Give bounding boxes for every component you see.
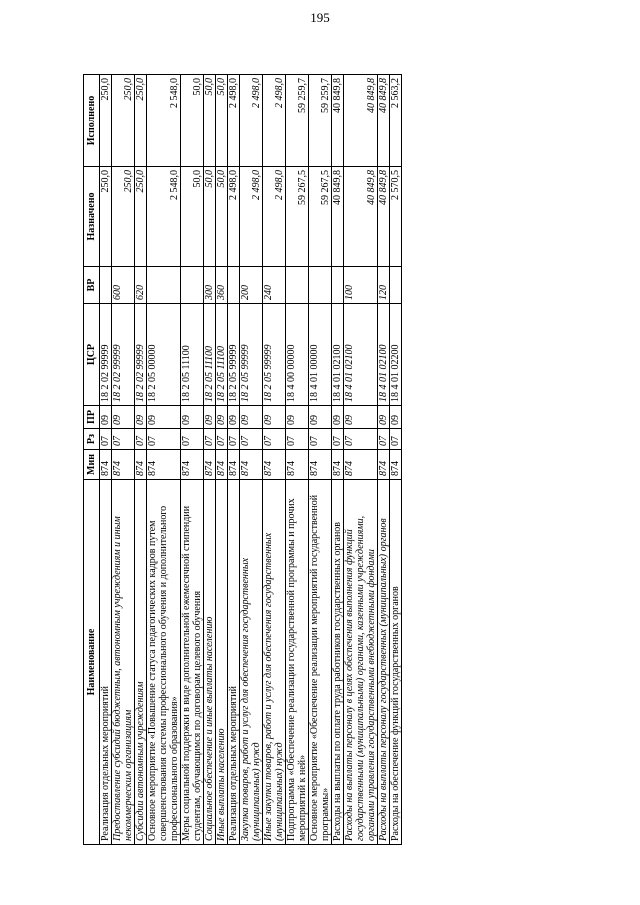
- cell-pr: 09: [181, 406, 204, 429]
- cell-name: Расходы на выплаты по оплате труда работников государственных органов: [332, 480, 344, 845]
- cell-executed: 2 498,0: [228, 75, 240, 167]
- cell-min: 874: [135, 450, 147, 480]
- cell-executed: 40 849,8: [332, 75, 344, 167]
- cell-assigned: 2 498,0: [263, 167, 286, 267]
- cell-vr: 360: [216, 267, 228, 304]
- budget-table: [83, 74, 402, 845]
- cell-name: Расходы на обеспечение функций государственных органов: [390, 480, 402, 845]
- cell-min: 874: [204, 450, 216, 480]
- cell-executed: 40 849,8: [344, 75, 378, 167]
- cell-executed: 50,0: [216, 75, 228, 167]
- cell-pr: 09: [100, 406, 112, 429]
- cell-vr: 600: [112, 267, 135, 304]
- table-row: [263, 75, 286, 845]
- cell-name: Расходы на выплаты персоналу в целях обеспечения выполнения функций государственными (муниципальными) органами, казенными учреждениями, органами управления государственными внебюджетными фондами: [344, 480, 378, 845]
- cell-pr: 09: [286, 406, 309, 429]
- cell-rz: 07: [344, 429, 378, 450]
- cell-executed: 250,0: [112, 75, 135, 167]
- header-assigned: Назначено: [84, 167, 100, 267]
- cell-pr: 09: [344, 406, 378, 429]
- table-row: [204, 75, 216, 845]
- cell-csr: 18 2 05 99999: [263, 304, 286, 406]
- cell-rz: 07: [181, 429, 204, 450]
- cell-min: 874: [286, 450, 309, 480]
- cell-csr: 18 4 01 02100: [332, 304, 344, 406]
- table-row: [228, 75, 240, 845]
- cell-vr: 240: [263, 267, 286, 304]
- cell-vr: [147, 267, 181, 304]
- cell-assigned: 40 849,8: [332, 167, 344, 267]
- cell-executed: 2 498,0: [263, 75, 286, 167]
- cell-vr: 200: [240, 267, 263, 304]
- table-row: [286, 75, 309, 845]
- cell-rz: 07: [100, 429, 112, 450]
- header-min: Мин: [84, 450, 100, 480]
- table-row: [240, 75, 263, 845]
- cell-csr: 18 4 01 02200: [390, 304, 402, 406]
- cell-rz: 07: [216, 429, 228, 450]
- cell-pr: 09: [204, 406, 216, 429]
- cell-csr: 18 2 05 99999: [228, 304, 240, 406]
- cell-name: Социальное обеспечение и иные выплаты населению: [204, 480, 216, 845]
- cell-min: 874: [263, 450, 286, 480]
- cell-csr: 18 4 00 00000: [286, 304, 309, 406]
- cell-assigned: 2 498,0: [240, 167, 263, 267]
- cell-rz: 07: [228, 429, 240, 450]
- cell-min: 874: [216, 450, 228, 480]
- cell-csr: 18 2 05 11100: [204, 304, 216, 406]
- cell-rz: 07: [263, 429, 286, 450]
- cell-vr: [181, 267, 204, 304]
- cell-rz: 07: [240, 429, 263, 450]
- cell-rz: 07: [390, 429, 402, 450]
- cell-csr: 18 2 05 00000: [147, 304, 181, 406]
- cell-min: 874: [309, 450, 332, 480]
- cell-pr: 09: [309, 406, 332, 429]
- cell-rz: 07: [135, 429, 147, 450]
- cell-name: Предоставление субсидий бюджетным, автономным учреждениям и иным некоммерческим организациям: [112, 480, 135, 845]
- cell-executed: 2 498,0: [240, 75, 263, 167]
- page-number: 195: [310, 10, 330, 25]
- cell-min: 874: [332, 450, 344, 480]
- cell-pr: 09: [135, 406, 147, 429]
- table-row: [216, 75, 228, 845]
- cell-name: Реализация отдельных мероприятий: [100, 480, 112, 845]
- table-row: [112, 75, 135, 845]
- cell-vr: 120: [378, 267, 390, 304]
- cell-vr: [309, 267, 332, 304]
- cell-assigned: 50,0: [216, 167, 228, 267]
- header-executed: Исполнено: [84, 75, 100, 167]
- cell-rz: 07: [204, 429, 216, 450]
- cell-pr: 09: [147, 406, 181, 429]
- table-row: [100, 75, 112, 845]
- table-row: [135, 75, 147, 845]
- cell-assigned: 50,0: [181, 167, 204, 267]
- cell-rz: 07: [332, 429, 344, 450]
- cell-name: Субсидии автономным учреждениям: [135, 480, 147, 845]
- cell-executed: 40 849,8: [378, 75, 390, 167]
- cell-executed: 59 259,7: [286, 75, 309, 167]
- cell-executed: 250,0: [100, 75, 112, 167]
- table-row: [378, 75, 390, 845]
- table-header-row: [84, 75, 100, 845]
- cell-name: Реализация отдельных мероприятий: [228, 480, 240, 845]
- cell-pr: 09: [228, 406, 240, 429]
- cell-assigned: 250,0: [100, 167, 112, 267]
- cell-min: 874: [240, 450, 263, 480]
- cell-min: 874: [390, 450, 402, 480]
- cell-executed: 50,0: [181, 75, 204, 167]
- cell-csr: 18 2 05 11100: [216, 304, 228, 406]
- cell-assigned: 50,0: [204, 167, 216, 267]
- table-row: [344, 75, 378, 845]
- cell-min: 874: [181, 450, 204, 480]
- cell-name: Основное мероприятие «Обеспечение реализации мероприятий государственной программы»: [309, 480, 332, 845]
- cell-pr: 09: [390, 406, 402, 429]
- cell-min: 874: [378, 450, 390, 480]
- table-row: [332, 75, 344, 845]
- cell-vr: [100, 267, 112, 304]
- table-row: [181, 75, 204, 845]
- cell-min: 874: [112, 450, 135, 480]
- cell-name: Иные выплаты населению: [216, 480, 228, 845]
- cell-assigned: 59 267,5: [286, 167, 309, 267]
- cell-assigned: 2 498,0: [228, 167, 240, 267]
- cell-name: Основное мероприятие «Повышение статуса педагогических кадров путем совершенствования системы профессионального обучения и дополнительного профессионального образования»: [147, 480, 181, 845]
- cell-vr: [286, 267, 309, 304]
- cell-rz: 07: [309, 429, 332, 450]
- cell-pr: 09: [378, 406, 390, 429]
- cell-vr: [390, 267, 402, 304]
- cell-csr: 18 4 01 02100: [378, 304, 390, 406]
- cell-min: 874: [100, 450, 112, 480]
- table-row: [147, 75, 181, 845]
- cell-pr: 09: [216, 406, 228, 429]
- cell-csr: 18 4 01 00000: [309, 304, 332, 406]
- cell-assigned: 250,0: [112, 167, 135, 267]
- cell-pr: 09: [263, 406, 286, 429]
- cell-pr: 09: [332, 406, 344, 429]
- cell-name: Расходы на выплаты персоналу государственных (муниципальных) органов: [378, 480, 390, 845]
- table-row: [309, 75, 332, 845]
- cell-assigned: 59 267,5: [309, 167, 332, 267]
- cell-executed: 250,0: [135, 75, 147, 167]
- cell-csr: 18 2 02 99999: [135, 304, 147, 406]
- cell-rz: 07: [112, 429, 135, 450]
- header-rz: Рз: [84, 429, 100, 450]
- cell-assigned: 250,0: [135, 167, 147, 267]
- cell-assigned: 40 849,8: [378, 167, 390, 267]
- cell-csr: 18 2 02 99999: [100, 304, 112, 406]
- cell-rz: 07: [286, 429, 309, 450]
- cell-csr: 18 4 01 02100: [344, 304, 378, 406]
- header-vr: ВР: [84, 267, 100, 304]
- cell-name: Иные закупки товаров, работ и услуг для обеспечения государственных (муниципальных) нужд: [263, 480, 286, 845]
- rotated-table-wrapper: [83, 75, 533, 845]
- cell-vr: 100: [344, 267, 378, 304]
- cell-assigned: 2 548,0: [147, 167, 181, 267]
- cell-rz: 07: [147, 429, 181, 450]
- cell-pr: 09: [112, 406, 135, 429]
- cell-vr: 300: [204, 267, 216, 304]
- cell-csr: 18 2 05 99999: [240, 304, 263, 406]
- cell-assigned: 2 570,5: [390, 167, 402, 267]
- cell-name: Закупка товаров, работ и услуг для обеспечения государственных (муниципальных) нужд: [240, 480, 263, 845]
- cell-executed: 2 563,2: [390, 75, 402, 167]
- cell-vr: 620: [135, 267, 147, 304]
- cell-rz: 07: [378, 429, 390, 450]
- cell-vr: [228, 267, 240, 304]
- cell-vr: [332, 267, 344, 304]
- cell-csr: 18 2 02 99999: [112, 304, 135, 406]
- cell-executed: 50,0: [204, 75, 216, 167]
- cell-executed: 2 548,0: [147, 75, 181, 167]
- cell-csr: 18 2 05 11100: [181, 304, 204, 406]
- cell-min: 874: [228, 450, 240, 480]
- header-name: Наименование: [84, 480, 100, 845]
- cell-name: Подпрограмма «Обеспечение реализации государственной программы и прочих мероприятий к ней»: [286, 480, 309, 845]
- header-csr: ЦСР: [84, 304, 100, 406]
- table-body: [100, 75, 402, 845]
- table-row: [390, 75, 402, 845]
- cell-assigned: 40 849,8: [344, 167, 378, 267]
- cell-pr: 09: [240, 406, 263, 429]
- cell-name: Меры социальной поддержки в виде дополнительной ежемесячной стипендии студентам, обучающимся по договорам целевого обучения: [181, 480, 204, 845]
- cell-executed: 59 259,7: [309, 75, 332, 167]
- header-pr: ПР: [84, 406, 100, 429]
- cell-min: 874: [147, 450, 181, 480]
- cell-min: 874: [344, 450, 378, 480]
